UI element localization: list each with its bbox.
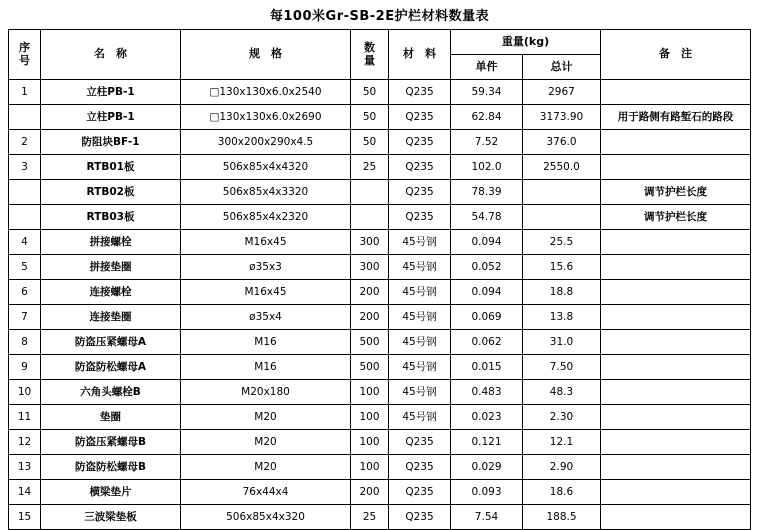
cell-note <box>601 480 751 505</box>
cell-material: Q235 <box>389 80 451 105</box>
cell-unit-weight: 0.023 <box>451 405 523 430</box>
cell-total-weight: 2550.0 <box>523 155 601 180</box>
cell-seq: 1 <box>9 80 41 105</box>
column-header-seq <box>9 30 41 80</box>
cell-qty: 300 <box>351 255 389 280</box>
cell-name: 六角头螺栓B <box>41 380 181 405</box>
cell-unit-weight: 78.39 <box>451 180 523 205</box>
cell-note: 调节护栏长度 <box>601 205 751 230</box>
table-row <box>9 80 751 105</box>
cell-name: 连接垫圈 <box>41 305 181 330</box>
cell-material: 45号钢 <box>389 380 451 405</box>
cell-name: 拼接垫圈 <box>41 255 181 280</box>
cell-material: Q235 <box>389 430 451 455</box>
cell-total-weight: 376.0 <box>523 130 601 155</box>
cell-total-weight: 7.50 <box>523 355 601 380</box>
cell-material: 45号钢 <box>389 405 451 430</box>
table-row <box>9 230 751 255</box>
cell-total-weight: 2.30 <box>523 405 601 430</box>
cell-qty: 500 <box>351 355 389 380</box>
table-row <box>9 405 751 430</box>
table-header-row-1 <box>9 30 751 55</box>
cell-unit-weight: 59.34 <box>451 80 523 105</box>
cell-total-weight: 2967 <box>523 80 601 105</box>
table-row <box>9 480 751 505</box>
cell-spec: 506x85x4x4320 <box>181 155 351 180</box>
cell-note <box>601 455 751 480</box>
cell-spec: M16x45 <box>181 280 351 305</box>
cell-material: 45号钢 <box>389 330 451 355</box>
cell-name: RTB03板 <box>41 205 181 230</box>
cell-seq: 15 <box>9 505 41 530</box>
table-row <box>9 455 751 480</box>
cell-material: Q235 <box>389 205 451 230</box>
cell-name: 拼接螺栓 <box>41 230 181 255</box>
cell-name: 防盗防松螺母B <box>41 455 181 480</box>
cell-total-weight: 3173.90 <box>523 105 601 130</box>
cell-name: 立柱PB-1 <box>41 80 181 105</box>
cell-name: 连接螺栓 <box>41 280 181 305</box>
cell-seq: 10 <box>9 380 41 405</box>
cell-qty: 50 <box>351 130 389 155</box>
cell-material: 45号钢 <box>389 355 451 380</box>
cell-spec: M16 <box>181 330 351 355</box>
cell-unit-weight: 0.094 <box>451 280 523 305</box>
cell-qty: 300 <box>351 230 389 255</box>
cell-qty <box>351 205 389 230</box>
cell-name: RTB02板 <box>41 180 181 205</box>
cell-material: Q235 <box>389 105 451 130</box>
cell-qty: 100 <box>351 405 389 430</box>
cell-seq: 8 <box>9 330 41 355</box>
cell-seq: 13 <box>9 455 41 480</box>
cell-qty: 200 <box>351 280 389 305</box>
cell-material: Q235 <box>389 180 451 205</box>
table-row <box>9 205 751 230</box>
cell-name: 防盗压紧螺母B <box>41 430 181 455</box>
cell-spec: M16x45 <box>181 230 351 255</box>
cell-seq: 6 <box>9 280 41 305</box>
cell-total-weight: 31.0 <box>523 330 601 355</box>
cell-spec: M16 <box>181 355 351 380</box>
material-quantity-table <box>8 29 751 530</box>
cell-spec: ø35x4 <box>181 305 351 330</box>
cell-unit-weight: 7.52 <box>451 130 523 155</box>
cell-material: 45号钢 <box>389 280 451 305</box>
cell-qty: 50 <box>351 80 389 105</box>
cell-note <box>601 230 751 255</box>
table-row <box>9 330 751 355</box>
cell-seq: 2 <box>9 130 41 155</box>
cell-spec: □130x130x6.0x2690 <box>181 105 351 130</box>
cell-spec: 300x200x290x4.5 <box>181 130 351 155</box>
column-header-qty-line1: 数 <box>364 40 375 54</box>
column-header-weight-unit: 单件 <box>451 55 523 80</box>
cell-unit-weight: 102.0 <box>451 155 523 180</box>
cell-spec: 506x85x4x2320 <box>181 205 351 230</box>
cell-seq: 5 <box>9 255 41 280</box>
cell-qty: 100 <box>351 430 389 455</box>
table-row <box>9 380 751 405</box>
column-header-name: 名 称 <box>41 30 181 80</box>
cell-unit-weight: 0.015 <box>451 355 523 380</box>
cell-total-weight <box>523 180 601 205</box>
cell-seq <box>9 205 41 230</box>
cell-name: 防阻块BF-1 <box>41 130 181 155</box>
cell-qty: 100 <box>351 380 389 405</box>
cell-unit-weight: 62.84 <box>451 105 523 130</box>
cell-material: Q235 <box>389 505 451 530</box>
cell-spec: ø35x3 <box>181 255 351 280</box>
cell-note <box>601 80 751 105</box>
cell-unit-weight: 0.093 <box>451 480 523 505</box>
cell-note <box>601 430 751 455</box>
column-header-weight-total: 总计 <box>523 55 601 80</box>
cell-name: 三波梁垫板 <box>41 505 181 530</box>
cell-total-weight: 188.5 <box>523 505 601 530</box>
cell-name: 防盗压紧螺母A <box>41 330 181 355</box>
cell-note <box>601 505 751 530</box>
cell-seq: 14 <box>9 480 41 505</box>
cell-unit-weight: 0.069 <box>451 305 523 330</box>
cell-material: Q235 <box>389 155 451 180</box>
cell-material: 45号钢 <box>389 230 451 255</box>
cell-name: 垫圈 <box>41 405 181 430</box>
cell-note <box>601 380 751 405</box>
cell-name: RTB01板 <box>41 155 181 180</box>
cell-unit-weight: 7.54 <box>451 505 523 530</box>
cell-material: 45号钢 <box>389 255 451 280</box>
cell-qty: 50 <box>351 105 389 130</box>
table-row <box>9 430 751 455</box>
table-body <box>9 80 751 530</box>
table-row <box>9 255 751 280</box>
cell-note <box>601 405 751 430</box>
table-row <box>9 105 751 130</box>
cell-note <box>601 280 751 305</box>
cell-spec: 506x85x4x3320 <box>181 180 351 205</box>
cell-qty: 200 <box>351 480 389 505</box>
cell-unit-weight: 54.78 <box>451 205 523 230</box>
column-header-material: 材 料 <box>389 30 451 80</box>
cell-total-weight: 2.90 <box>523 455 601 480</box>
cell-spec: M20 <box>181 430 351 455</box>
table-header <box>9 30 751 80</box>
cell-spec: 506x85x4x320 <box>181 505 351 530</box>
cell-total-weight: 13.8 <box>523 305 601 330</box>
cell-total-weight: 15.6 <box>523 255 601 280</box>
cell-spec: M20x180 <box>181 380 351 405</box>
table-row <box>9 155 751 180</box>
cell-name: 横梁垫片 <box>41 480 181 505</box>
table-row <box>9 130 751 155</box>
cell-unit-weight: 0.483 <box>451 380 523 405</box>
cell-seq: 12 <box>9 430 41 455</box>
cell-qty: 25 <box>351 505 389 530</box>
table-row <box>9 280 751 305</box>
cell-qty: 100 <box>351 455 389 480</box>
cell-material: Q235 <box>389 480 451 505</box>
cell-total-weight: 18.8 <box>523 280 601 305</box>
cell-name: 防盗防松螺母A <box>41 355 181 380</box>
cell-note <box>601 305 751 330</box>
cell-unit-weight: 0.062 <box>451 330 523 355</box>
cell-unit-weight: 0.094 <box>451 230 523 255</box>
cell-note <box>601 255 751 280</box>
column-header-note: 备 注 <box>601 30 751 80</box>
cell-note <box>601 155 751 180</box>
cell-total-weight <box>523 205 601 230</box>
table-row <box>9 355 751 380</box>
cell-total-weight: 12.1 <box>523 430 601 455</box>
cell-seq <box>9 105 41 130</box>
cell-spec: 76x44x4 <box>181 480 351 505</box>
cell-spec: M20 <box>181 455 351 480</box>
cell-spec: M20 <box>181 405 351 430</box>
cell-note <box>601 130 751 155</box>
cell-total-weight: 48.3 <box>523 380 601 405</box>
cell-name: 立柱PB-1 <box>41 105 181 130</box>
column-header-weight-group: 重量(kg) <box>451 30 601 55</box>
column-header-qty <box>351 30 389 80</box>
table-row <box>9 505 751 530</box>
cell-unit-weight: 0.052 <box>451 255 523 280</box>
cell-unit-weight: 0.029 <box>451 455 523 480</box>
cell-note <box>601 355 751 380</box>
column-header-spec: 规 格 <box>181 30 351 80</box>
cell-note <box>601 330 751 355</box>
cell-total-weight: 25.5 <box>523 230 601 255</box>
cell-seq <box>9 180 41 205</box>
cell-qty: 25 <box>351 155 389 180</box>
table-row <box>9 305 751 330</box>
table-row <box>9 180 751 205</box>
cell-seq: 4 <box>9 230 41 255</box>
cell-material: Q235 <box>389 455 451 480</box>
column-header-seq-line2: 号 <box>19 53 30 67</box>
cell-unit-weight: 0.121 <box>451 430 523 455</box>
column-header-seq-line1: 序 <box>19 40 30 54</box>
cell-total-weight: 18.6 <box>523 480 601 505</box>
cell-qty: 500 <box>351 330 389 355</box>
cell-qty <box>351 180 389 205</box>
cell-material: Q235 <box>389 130 451 155</box>
cell-seq: 9 <box>9 355 41 380</box>
cell-note: 调节护栏长度 <box>601 180 751 205</box>
cell-material: 45号钢 <box>389 305 451 330</box>
cell-seq: 7 <box>9 305 41 330</box>
column-header-qty-line2: 量 <box>364 53 375 67</box>
cell-seq: 11 <box>9 405 41 430</box>
cell-spec: □130x130x6.0x2540 <box>181 80 351 105</box>
cell-qty: 200 <box>351 305 389 330</box>
cell-note: 用于路侧有路堑石的路段 <box>601 105 751 130</box>
cell-seq: 3 <box>9 155 41 180</box>
page-title: 每100米Gr-SB-2E护栏材料数量表 <box>269 9 490 24</box>
